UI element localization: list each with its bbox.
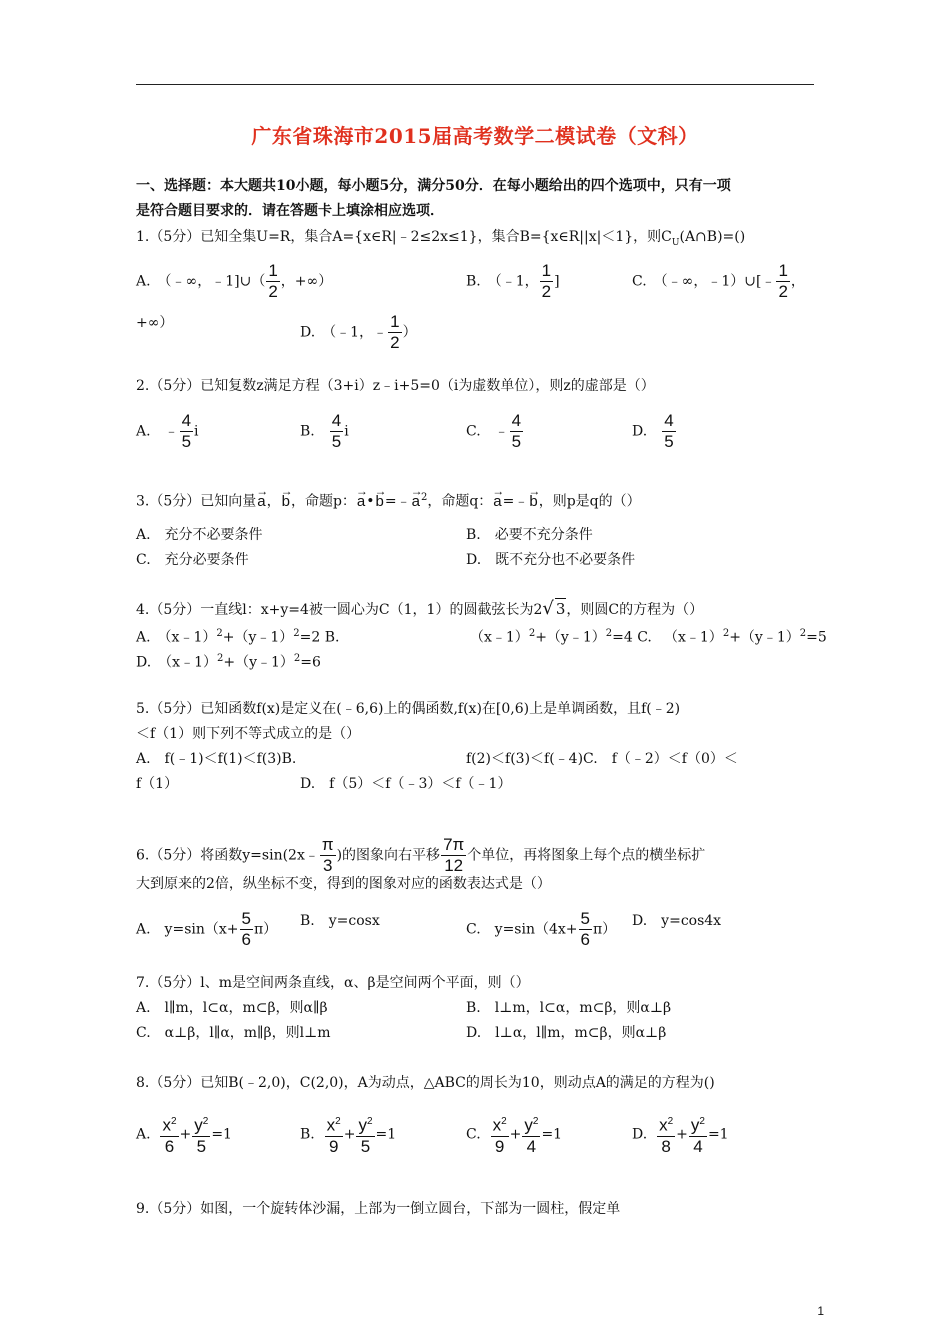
q4-option-c[interactable]: （x﹣1）$^2$+（y﹣1）$^2$=5 bbox=[664, 628, 827, 646]
fraction: $\frac{1}{2}$ bbox=[778, 261, 788, 301]
sqrt-radicand: 3 bbox=[555, 600, 566, 618]
fraction: $\frac{x^2}{6}$ bbox=[160, 1113, 178, 1156]
q6-option-d[interactable]: D. y=cos4x bbox=[632, 913, 722, 929]
q2-option-b[interactable]: B. $\frac{4}{5}$ i bbox=[300, 411, 349, 451]
q2-option-c[interactable]: C. ﹣ $\frac{4}{5}$ bbox=[466, 411, 522, 451]
q4-stem: 4.（5分）一直线l：x+y=4被一圆心为C（1，1）的圆截弦长为2√ 3，则圆C的方程为（） bbox=[136, 598, 704, 619]
fraction: $\frac{\pi}{3}$ bbox=[321, 835, 334, 875]
section-heading-line1: 一、选择题：本大题共10小题，每小题5分，满分50分．在每小题给出的四个选项中，只有一项 bbox=[136, 178, 731, 194]
fraction: $\frac{7\pi}{12}$ bbox=[443, 835, 465, 875]
vector-b: → b bbox=[528, 492, 538, 512]
q5-option-d[interactable]: D. f（5）＜f（﹣3）＜f（﹣1） bbox=[300, 776, 512, 792]
q7-option-c[interactable]: C. α⊥β，l∥α，m∥β，则l⊥m bbox=[136, 1025, 331, 1041]
fraction: $\frac{y^2}{5}$ bbox=[356, 1113, 374, 1156]
q8-option-c[interactable]: C. $\frac{x^2}{9}$ + $\frac{y^2}{4}$ =1 bbox=[466, 1113, 562, 1156]
q6-option-b[interactable]: B. y=cosx bbox=[300, 913, 380, 929]
q5-stem-line2: ＜f（1）则下列不等式成立的是（） bbox=[136, 726, 361, 742]
fraction: $\frac{1}{2}$ bbox=[268, 261, 278, 301]
q7-option-b[interactable]: B. l⊥m，l⊂α，m⊂β，则α⊥β bbox=[466, 1000, 672, 1016]
q4-option-d[interactable]: D. （x﹣1）$^2$+（y﹣1）$^2$=6 bbox=[136, 653, 321, 671]
q1-option-c[interactable]: C. （﹣∞，﹣1）∪[﹣ $\frac{1}{2}$ ， bbox=[632, 261, 805, 301]
q6-stem-line2: 大到原来的2倍，纵坐标不变，得到的图象对应的函数表达式是（） bbox=[136, 876, 551, 892]
page-title: 广东省珠海市2015届高考数学二模试卷（文科） bbox=[251, 124, 699, 148]
fraction: $\frac{y^2}{4}$ bbox=[689, 1113, 707, 1156]
q1-option-d[interactable]: D. （﹣1，﹣ $\frac{1}{2}$ ） bbox=[300, 312, 417, 352]
q6-option-a[interactable]: A. y=sin（x+ $\frac{5}{6}$ π） bbox=[136, 909, 278, 949]
fraction: $\frac{y^2}{5}$ bbox=[192, 1113, 210, 1156]
fraction: $\frac{4}{5}$ bbox=[664, 411, 674, 451]
q7-stem: 7.（5分）l、m是空间两条直线，α、β是空间两个平面，则（） bbox=[136, 975, 530, 991]
q1-option-c-continued: +∞） bbox=[136, 315, 174, 331]
section-heading-line2: 是符合题目要求的．请在答题卡上填涂相应选项． bbox=[136, 203, 444, 219]
q5-option-c-continued: f（1） bbox=[136, 776, 179, 792]
fraction: $\frac{5}{6}$ bbox=[241, 909, 251, 949]
vector-a: → a bbox=[256, 492, 266, 512]
vector-a: → a bbox=[492, 492, 502, 512]
vector-a: → a bbox=[411, 492, 421, 512]
vector-b: → b bbox=[375, 492, 385, 512]
q8-option-a[interactable]: A. $\frac{x^2}{6}$ + $\frac{y^2}{5}$ =1 bbox=[136, 1113, 232, 1156]
q7-option-a[interactable]: A. l∥m，l⊂α，m⊂β，则α∥β bbox=[136, 1000, 328, 1016]
fraction: $\frac{1}{2}$ bbox=[390, 312, 400, 352]
fraction: $\frac{4}{5}$ bbox=[331, 411, 342, 451]
q6-stem-line1: 6.（5分）将函数y=sin(2x﹣ $\frac{\pi}{3}$ )的图象向右平移 $\frac{7\pi}{12}$ 个单位，再将图象上每个点的横坐标扩 bbox=[136, 835, 706, 875]
q2-option-d[interactable]: D. $\frac{4}{5}$ bbox=[632, 411, 674, 451]
q3-option-c[interactable]: C. 充分必要条件 bbox=[136, 552, 249, 568]
fraction: $\frac{x^2}{8}$ bbox=[657, 1113, 675, 1156]
vector-a: → a bbox=[356, 492, 366, 512]
fraction: $\frac{4}{5}$ bbox=[511, 411, 522, 451]
fraction: $\frac{x^2}{9}$ bbox=[325, 1113, 343, 1156]
q5-option-b[interactable]: f(2)＜f(3)＜f(﹣4)C. f（﹣2）＜f（0）＜ bbox=[466, 751, 738, 767]
q3-option-b[interactable]: B. 必要不充分条件 bbox=[466, 527, 593, 543]
q5-option-a[interactable]: A. f(﹣1)＜f(1)＜f(3)B. bbox=[136, 751, 297, 767]
q3-option-a[interactable]: A. 充分不必要条件 bbox=[136, 527, 263, 543]
q2-option-a[interactable]: A. ﹣ $\frac{4}{5}$ i bbox=[136, 411, 199, 451]
q3-stem: 3.（5分）已知向量→ a，→ b，命题p：→ a•→ b=﹣→ $a^2$，命题q：→ a=﹣→ b，则p是q的（） bbox=[136, 488, 641, 512]
header-rule bbox=[136, 84, 814, 85]
q6-option-c[interactable]: C. y=sin（4x+ $\frac{5}{6}$ π） bbox=[466, 909, 617, 949]
q4-option-b[interactable]: （x﹣1）$^2$+（y﹣1）$^2$=4 C. bbox=[470, 628, 652, 646]
q1-stem: 1.（5分）已知全集U=R，集合A={x∈R|﹣2≤2x≤1}，集合B={x∈R||x|＜1}，则$C_U(A\cap B)=()$ bbox=[136, 229, 746, 248]
q8-stem: 8.（5分）已知B(﹣2,0)，C(2,0)，A为动点，△ABC的周长为10，则动点A的满足的方程为() bbox=[136, 1075, 715, 1091]
q8-option-d[interactable]: D. $\frac{x^2}{8}$ + $\frac{y^2}{4}$ =1 bbox=[632, 1113, 729, 1156]
fraction: $\frac{4}{5}$ bbox=[181, 411, 192, 451]
fraction: $\frac{5}{6}$ bbox=[580, 909, 590, 949]
q9-stem: 9.（5分）如图，一个旋转体沙漏，上部为一倒立圆台，下部为一圆柱，假定单 bbox=[136, 1201, 621, 1217]
fraction: $\frac{1}{2}$ bbox=[541, 261, 552, 301]
q4-option-a[interactable]: A. （x﹣1）$^2$+（y﹣1）$^2$=2 B. bbox=[136, 628, 340, 646]
q3-option-d[interactable]: D. 既不充分也不必要条件 bbox=[466, 552, 636, 568]
fraction: $\frac{x^2}{9}$ bbox=[491, 1113, 509, 1156]
q5-stem-line1: 5.（5分）已知函数f(x)是定义在(﹣6,6)上的偶函数,f(x)在[0,6)上是单调函数，且f(﹣2) bbox=[136, 701, 681, 717]
q8-option-b[interactable]: B. $\frac{x^2}{9}$ + $\frac{y^2}{5}$ =1 bbox=[300, 1113, 396, 1156]
q1-option-a[interactable]: A. （﹣∞，﹣1]∪（ $\frac{1}{2}$ ，+∞） bbox=[136, 261, 333, 301]
q2-stem: 2.（5分）已知复数z满足方程（3+i）z﹣i+5=0（i为虚数单位），则z的虚部是（） bbox=[136, 378, 655, 394]
page-number: 1 bbox=[817, 1304, 824, 1318]
fraction: $\frac{y^2}{4}$ bbox=[522, 1113, 540, 1156]
vector-b: → b bbox=[281, 492, 291, 512]
q1-option-b[interactable]: B. （﹣1， $\frac{1}{2}$ ] bbox=[466, 261, 560, 301]
q7-option-d[interactable]: D. l⊥α，l∥m，m⊂β，则α⊥β bbox=[466, 1025, 667, 1041]
